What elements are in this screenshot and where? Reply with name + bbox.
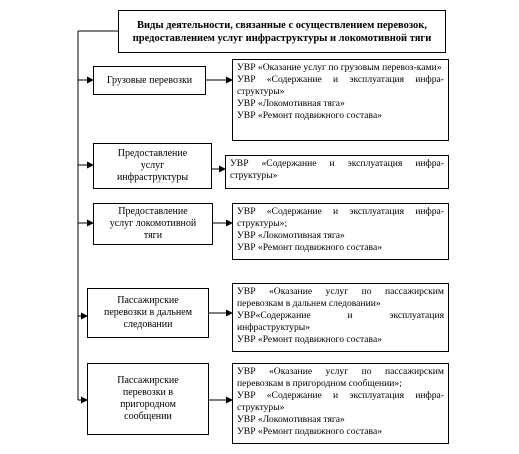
category-label: Пассажирские перевозки в дальнем следовании [103,295,193,330]
unit-item: УВР «Оказание услуг по пассажирским перевозкам в пригородном сообщении»; [237,366,444,389]
category-label: Предоставление услуг инфраструктуры [116,148,189,183]
category-label: Пассажирские перевозки в пригородном сообщении [117,375,179,422]
category-label: Предоставление услуг локомотивной тяги [109,206,197,241]
unit-item: УВР «Содержание и эксплуатация инфра-структуры» [237,74,444,97]
unit-item: УВР «Локомотивная тяга» [237,98,345,109]
unit-item: УВР «Ремонт подвижного состава» [237,426,383,437]
category-box-locomotive [93,203,213,245]
units-box-locomotive [232,203,449,260]
units-box-freight [232,59,449,141]
unit-item: УВР «Ремонт подвижного состава» [237,242,383,253]
category-box-suburban [87,363,209,435]
unit-item: УВР «Локомотивная тяга» [237,414,345,425]
diagram-title [118,10,446,53]
units-box-infrastructure [225,155,449,189]
unit-item: УВР«Содержание и эксплуатация инфраструктуры» [237,310,444,333]
unit-item: УВР «Оказание услуг по пассажирским перевозкам в дальнем следовании» [237,286,444,309]
category-label: Грузовые перевозки [106,74,193,86]
category-box-long-distance [87,288,209,338]
unit-item: УВР «Содержание и эксплуатация инфра-структуры» [230,158,444,181]
unit-item: УВР «Содержание и эксплуатация инфра-структуры»; [237,206,444,229]
units-box-long-distance [232,283,449,352]
unit-item: УВР «Оказание услуг по грузовым перевоз-ками» [237,62,442,73]
unit-item: УВР «Содержание и эксплуатация инфра-структуры» [237,390,444,413]
unit-item: УВР «Ремонт подвижного состава» [237,334,383,345]
unit-item: УВР «Ремонт подвижного состава» [237,110,383,121]
units-box-suburban [232,363,449,444]
diagram-title-text: Виды деятельности, связанные с осуществлением перевозок, предоставлением услуг инфраструктуры и локомотивной тяги [132,19,432,44]
unit-item: УВР «Локомотивная тяга» [237,230,345,241]
category-box-freight [93,66,206,95]
category-box-infrastructure [93,143,212,189]
